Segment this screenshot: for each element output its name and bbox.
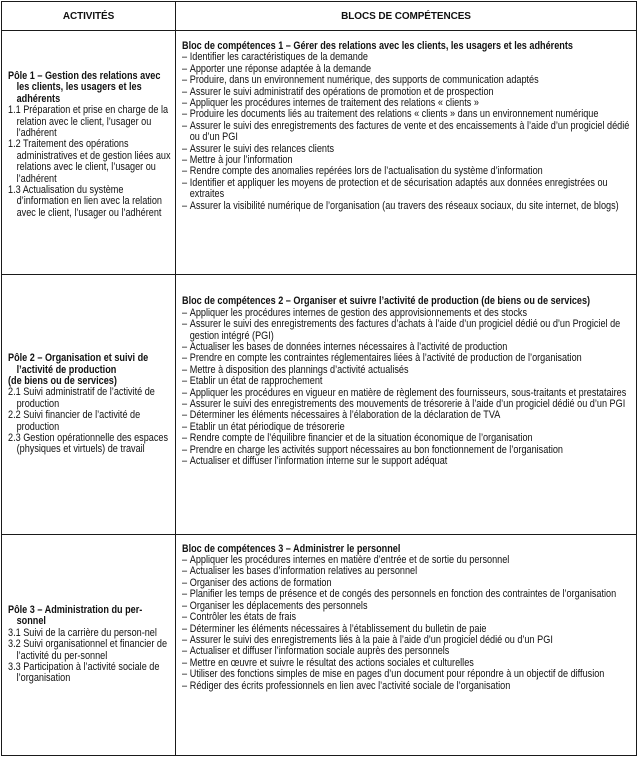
skill-item: – Assurer le suivi des enregistrements des mouvements de trésorerie à l’aide d’un progiciel dédié ou d’un PGI xyxy=(182,397,626,410)
skill-item: – Actualiser les bases d’information relatives au personnel xyxy=(182,565,418,578)
bloc-title: Bloc de compétences 3 – Administrer le personnel xyxy=(182,542,401,555)
dash-bullet-icon: – xyxy=(182,611,188,624)
skill-item: – Appliquer les procédures internes de gestion des approvisionnements et des stocks xyxy=(182,306,528,319)
dash-bullet-icon: – xyxy=(182,340,188,353)
dash-bullet-icon: – xyxy=(182,97,188,110)
skill-item: – Etablir un état périodique de trésorerie xyxy=(182,420,345,433)
skill-item: – Rendre compte de l’équilibre financier et de la situation économique de l’organisation xyxy=(182,432,533,445)
skill-item: – Organiser des actions de formation xyxy=(182,576,332,589)
dash-bullet-icon: – xyxy=(182,176,188,189)
dash-bullet-icon: – xyxy=(182,420,188,433)
table-row-pole-1 xyxy=(2,31,637,275)
bloc-title: Bloc de compétences 1 – Gérer des relations avec les clients, les usagers et les adhérents xyxy=(182,40,573,52)
skill-item: – Actualiser et diffuser l’information interne sur le support adéquat xyxy=(182,455,448,468)
skill-item: – Utiliser des fonctions simples de mise en pages d’un document pour répondre à un objectif de diffusion xyxy=(182,668,605,681)
dash-bullet-icon: – xyxy=(182,622,188,635)
dash-bullet-icon: – xyxy=(182,656,188,669)
activity-item: 2.2 Suivi financier de l’activité de production xyxy=(8,409,141,433)
dash-bullet-icon: – xyxy=(182,142,188,155)
dash-bullet-icon: – xyxy=(182,199,188,212)
bloc-title: Bloc de compétences 2 – Organiser et suivre l’activité de production (de biens ou de services) xyxy=(182,295,591,308)
skill-item: – Identifier les caractéristiques de la demande xyxy=(182,51,369,64)
skill-item: – Apporter une réponse adaptée à la demande xyxy=(182,62,372,75)
skill-item: – Rédiger des écrits professionnels en lien avec l’activité sociale de l’organisation xyxy=(182,679,511,692)
activity-item: 3.3 Participation à l’activité sociale de l’organisation xyxy=(8,660,160,685)
skill-item: – Organiser les déplacements des personnels xyxy=(182,599,368,612)
competences-table xyxy=(1,1,637,756)
skill-item: – Prendre en charge les activités support nécessaires au bon fonctionnement de l’organisation xyxy=(182,443,564,456)
dash-bullet-icon: – xyxy=(182,85,188,98)
activity-item: 2.3 Gestion opérationnelle des espaces (physiques et virtuels) de travail xyxy=(8,432,169,456)
competences-cell xyxy=(176,31,637,275)
skill-item: – Actualiser les bases de données internes nécessaires à l’activité de production xyxy=(182,340,508,353)
skill-item: – Appliquer les procédures en vigueur en matière de règlement des fournisseurs, sous-traitants et prestataires xyxy=(182,386,627,399)
skill-item: – Produire, dans un environnement numérique, des supports de communication adaptés xyxy=(182,74,539,87)
skill-item: – Déterminer les éléments nécessaires à l’élaboration de la déclaration de TVA xyxy=(182,409,501,422)
pole-subtitle: (de biens ou de services) xyxy=(8,374,117,387)
dash-bullet-icon: – xyxy=(182,599,188,612)
activity-item: 2.1 Suivi administratif de l’activité de production xyxy=(8,386,155,410)
dash-bullet-icon: – xyxy=(182,443,188,456)
skill-item: – Appliquer les procédures internes en matière d’entrée et de sortie du personnel xyxy=(182,554,510,567)
dash-bullet-icon: – xyxy=(182,588,188,601)
dash-bullet-icon: – xyxy=(182,386,188,399)
dash-bullet-icon: – xyxy=(182,363,188,376)
dash-bullet-icon: – xyxy=(182,62,188,75)
skill-item: – Mettre à jour l’information xyxy=(182,154,293,167)
activity-item: 1.2 Traitement des opérations administratives et de gestion liées aux relations avec le client, l’usager ou l’adhérent xyxy=(8,138,171,185)
skill-item: – Assurer le suivi administratif des opérations de promotion et de prospection xyxy=(182,85,494,98)
pole-title: Pôle 3 – Administration du per-sonnel xyxy=(8,603,143,628)
dash-bullet-icon: – xyxy=(182,432,188,445)
dash-bullet-icon: – xyxy=(182,565,188,578)
dash-bullet-icon: – xyxy=(182,668,188,681)
dash-bullet-icon: – xyxy=(182,51,188,64)
dash-bullet-icon: – xyxy=(182,108,188,121)
activities-cell xyxy=(2,534,176,755)
dash-bullet-icon: – xyxy=(182,119,188,132)
competences-cell xyxy=(176,275,637,534)
skill-item: – Planifier les temps de présence et de congés des personnels en fonction des contraintes de l’organisation xyxy=(182,588,617,601)
activity-item: 1.3 Actualisation du système d’information en lien avec la relation avec le client, l’usager ou l’adhérent xyxy=(8,184,162,219)
dash-bullet-icon: – xyxy=(182,576,188,589)
dash-bullet-icon: – xyxy=(182,352,188,365)
dash-bullet-icon: – xyxy=(182,645,188,658)
activity-item: 1.1 Préparation et prise en charge de la relation avec le client, l’usager ou l’adhérent xyxy=(8,104,169,140)
skill-item: – Contrôler les états de frais xyxy=(182,611,297,624)
dash-bullet-icon: – xyxy=(182,306,188,319)
competences-cell xyxy=(176,534,637,755)
skills-list xyxy=(182,308,631,468)
activities-cell xyxy=(2,275,176,534)
dash-bullet-icon: – xyxy=(182,455,188,468)
dash-bullet-icon: – xyxy=(182,74,188,87)
skill-item: – Assurer la visibilité numérique de l’organisation (au travers des réseaux sociaux, du site internet, de blogs) xyxy=(182,199,619,212)
dash-bullet-icon: – xyxy=(182,375,188,388)
activities-cell xyxy=(2,31,176,275)
header-activites: ACTIVITÉS xyxy=(2,2,176,31)
skills-list xyxy=(182,52,631,212)
skill-item: – Mettre en œuvre et suivre le résultat des actions sociales et culturelles xyxy=(182,656,474,669)
table-row-pole-3 xyxy=(2,534,637,755)
skill-item: – Etablir un état de rapprochement xyxy=(182,375,323,388)
table-header-row xyxy=(2,2,637,31)
skill-item: – Identifier et appliquer les moyens de protection et de sécurisation adaptés aux données enregistrées ou extraites xyxy=(182,176,608,201)
skill-item: – Produire les documents liés au traitement des relations « clients » dans un environnement numérique xyxy=(182,108,599,121)
dash-bullet-icon: – xyxy=(182,165,188,178)
dash-bullet-icon: – xyxy=(182,679,188,692)
skill-item: – Appliquer les procédures internes de traitement des relations « clients » xyxy=(182,97,479,110)
skill-item: – Actualiser et diffuser l’information sociale auprès des personnels xyxy=(182,645,450,658)
dash-bullet-icon: – xyxy=(182,154,188,167)
activity-item: 3.2 Suivi organisationnel et financier de l’activité du per-sonnel xyxy=(8,638,168,662)
dash-bullet-icon: – xyxy=(182,397,188,410)
pole-title: Pôle 2 – Organisation et suivi de l’activité de production xyxy=(8,352,149,376)
header-blocs-competences: BLOCS DE COMPÉTENCES xyxy=(176,2,637,31)
dash-bullet-icon: – xyxy=(182,409,188,422)
skills-list xyxy=(182,555,631,692)
skill-item: – Rendre compte des anomalies repérées lors de l’actualisation du système d’information xyxy=(182,165,543,178)
dash-bullet-icon: – xyxy=(182,318,188,331)
skill-item: – Prendre en compte les contraintes réglementaires liées à l’activité de production de l’organisation xyxy=(182,352,582,365)
skill-item: – Mettre à disposition des plannings d’activité actualisés xyxy=(182,363,409,376)
skill-item: – Déterminer les éléments nécessaires à l’établissement du bulletin de paie xyxy=(182,622,487,635)
table-row-pole-2 xyxy=(2,275,637,534)
skill-item: – Assurer le suivi des relances clients xyxy=(182,142,335,155)
dash-bullet-icon: – xyxy=(182,633,188,646)
skill-item: – Assurer le suivi des enregistrements des factures de vente et des encaissements à l’aide d’un progiciel dédié ou d’un PGI xyxy=(182,119,630,144)
pole-title: Pôle 1 – Gestion des relations avec les clients, les usagers et les adhérents xyxy=(8,70,161,105)
dash-bullet-icon: – xyxy=(182,554,188,567)
skill-item: – Assurer le suivi des enregistrements des factures d’achats à l’aide d’un progiciel dédié ou d’un Progiciel de gestion intégré (PGI) xyxy=(182,318,621,342)
activity-item: 3.1 Suivi de la carrière du person-nel xyxy=(8,626,157,639)
skill-item: – Assurer le suivi des enregistrements liés à la paie à l’aide d’un progiciel dédié ou d’un PGI xyxy=(182,633,553,646)
